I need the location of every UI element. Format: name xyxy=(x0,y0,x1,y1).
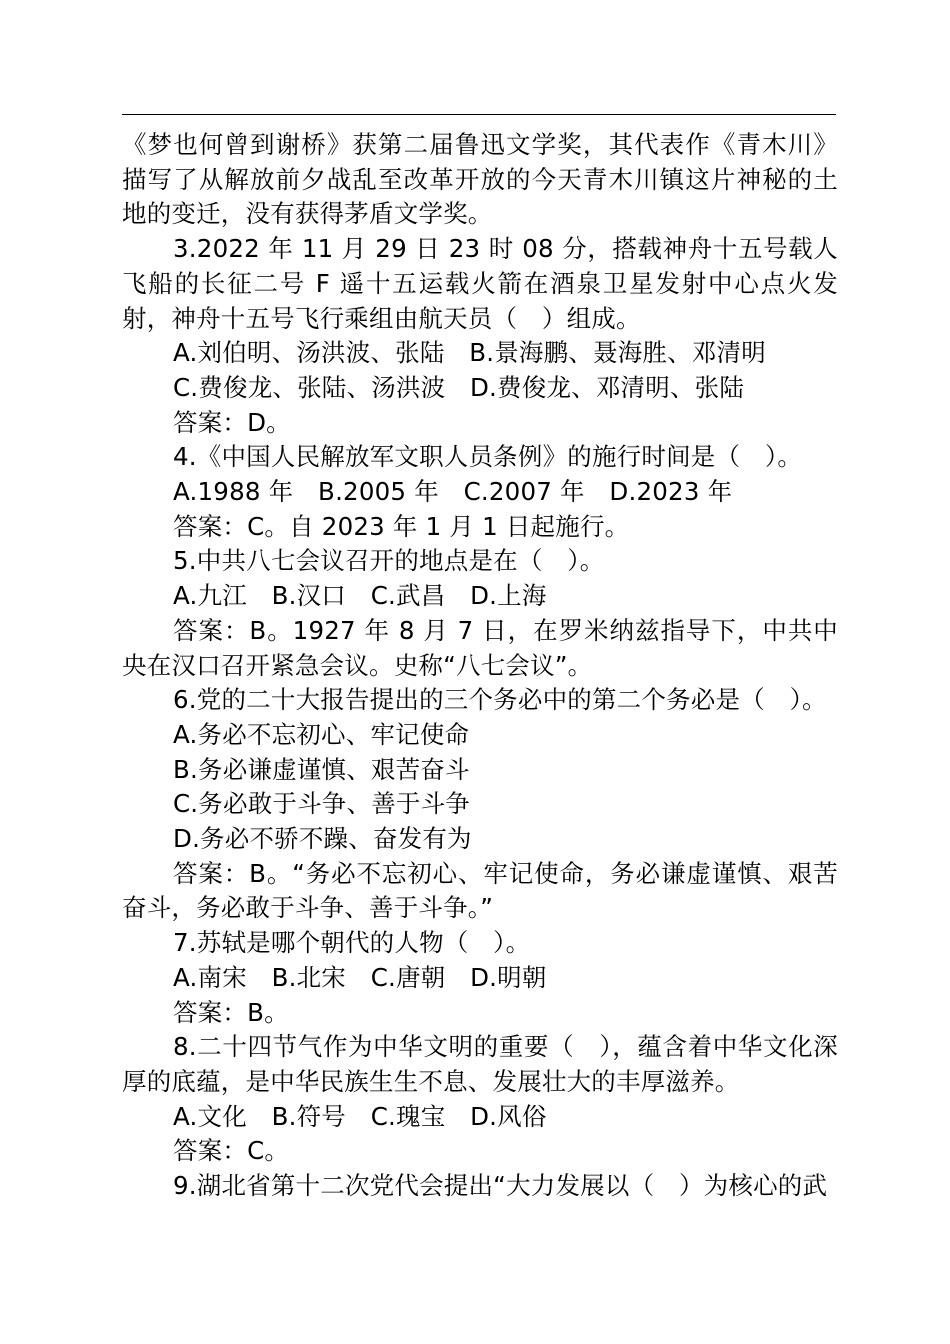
question-4: 4.《中国人民解放军文职人员条例》的施行时间是（ ）。 xyxy=(173,442,803,472)
question-6-option-d: D.务必不骄不躁、奋发有为 xyxy=(173,824,472,854)
question-3-options-ab: A.刘伯明、汤洪波、张陆 B.景海鹏、聂海胜、邓清明 xyxy=(173,338,766,368)
paragraph-continuation: 《梦也何曾到谢桥》获第二届鲁迅文学奖，其代表作《青木川》描写了从解放前夕战乱至改革开放的今天青木川镇这片神秘的土地的变迁，没有获得茅盾文学奖。 xyxy=(122,130,838,229)
question-4-answer: 答案：C。自 2023 年 1 月 1 日起施行。 xyxy=(173,511,630,541)
question-7-options: A.南宋 B.北宋 C.唐朝 D.明朝 xyxy=(173,962,547,992)
question-9: 9.湖北省第十二次党代会提出“大力发展以（ ）为核心的武 xyxy=(173,1171,828,1201)
question-7: 7.苏轼是哪个朝代的人物（ ）。 xyxy=(173,928,531,958)
header-rule xyxy=(122,114,836,115)
question-6: 6.党的二十大报告提出的三个务必中的第二个务必是（ ）。 xyxy=(173,685,827,715)
question-8-answer: 答案：C。 xyxy=(173,1136,290,1166)
question-5-options: A.九江 B.汉口 C.武昌 D.上海 xyxy=(173,581,547,611)
question-6-option-c: C.务必敢于斗争、善于斗争 xyxy=(173,789,470,819)
question-3-options-cd: C.费俊龙、张陆、汤洪波 D.费俊龙、邓清明、张陆 xyxy=(173,372,745,402)
question-3-answer: 答案：D。 xyxy=(173,407,291,437)
question-8-options: A.文化 B.符号 C.瑰宝 D.风俗 xyxy=(173,1101,547,1131)
question-7-answer: 答案：B。 xyxy=(173,997,289,1027)
question-6-option-a: A.务必不忘初心、牢记使命 xyxy=(173,719,470,749)
question-8: 8.二十四节气作为中华文明的重要（ ），蕴含着中华文化深厚的底蕴，是中华民族生生不息、发展壮大的丰厚滋养。 xyxy=(122,1032,838,1096)
question-5-answer: 答案：B。1927 年 8 月 7 日，在罗米纳兹指导下，中共中央在汉口召开紧急会议。史称“八七会议”。 xyxy=(122,615,838,680)
question-6-option-b: B.务必谦虚谨慎、艰苦奋斗 xyxy=(173,754,470,784)
question-3: 3.2022 年 11 月 29 日 23 时 08 分，搭载神舟十五号载人飞船的长征二号 F 遥十五运载火箭在酒泉卫星发射中心点火发射，神舟十五号飞行乘组由航天员（ ）组成。 xyxy=(122,234,838,333)
question-5: 5.中共八七会议召开的地点是在（ ）。 xyxy=(173,546,605,576)
question-4-options: A.1988 年 B.2005 年 C.2007 年 D.2023 年 xyxy=(173,477,733,507)
question-6-answer: 答案：B。“务必不忘初心、牢记使命，务必谦虚谨慎、艰苦奋斗，务必敢于斗争、善于斗争。” xyxy=(122,858,838,923)
document-body xyxy=(122,128,838,1204)
